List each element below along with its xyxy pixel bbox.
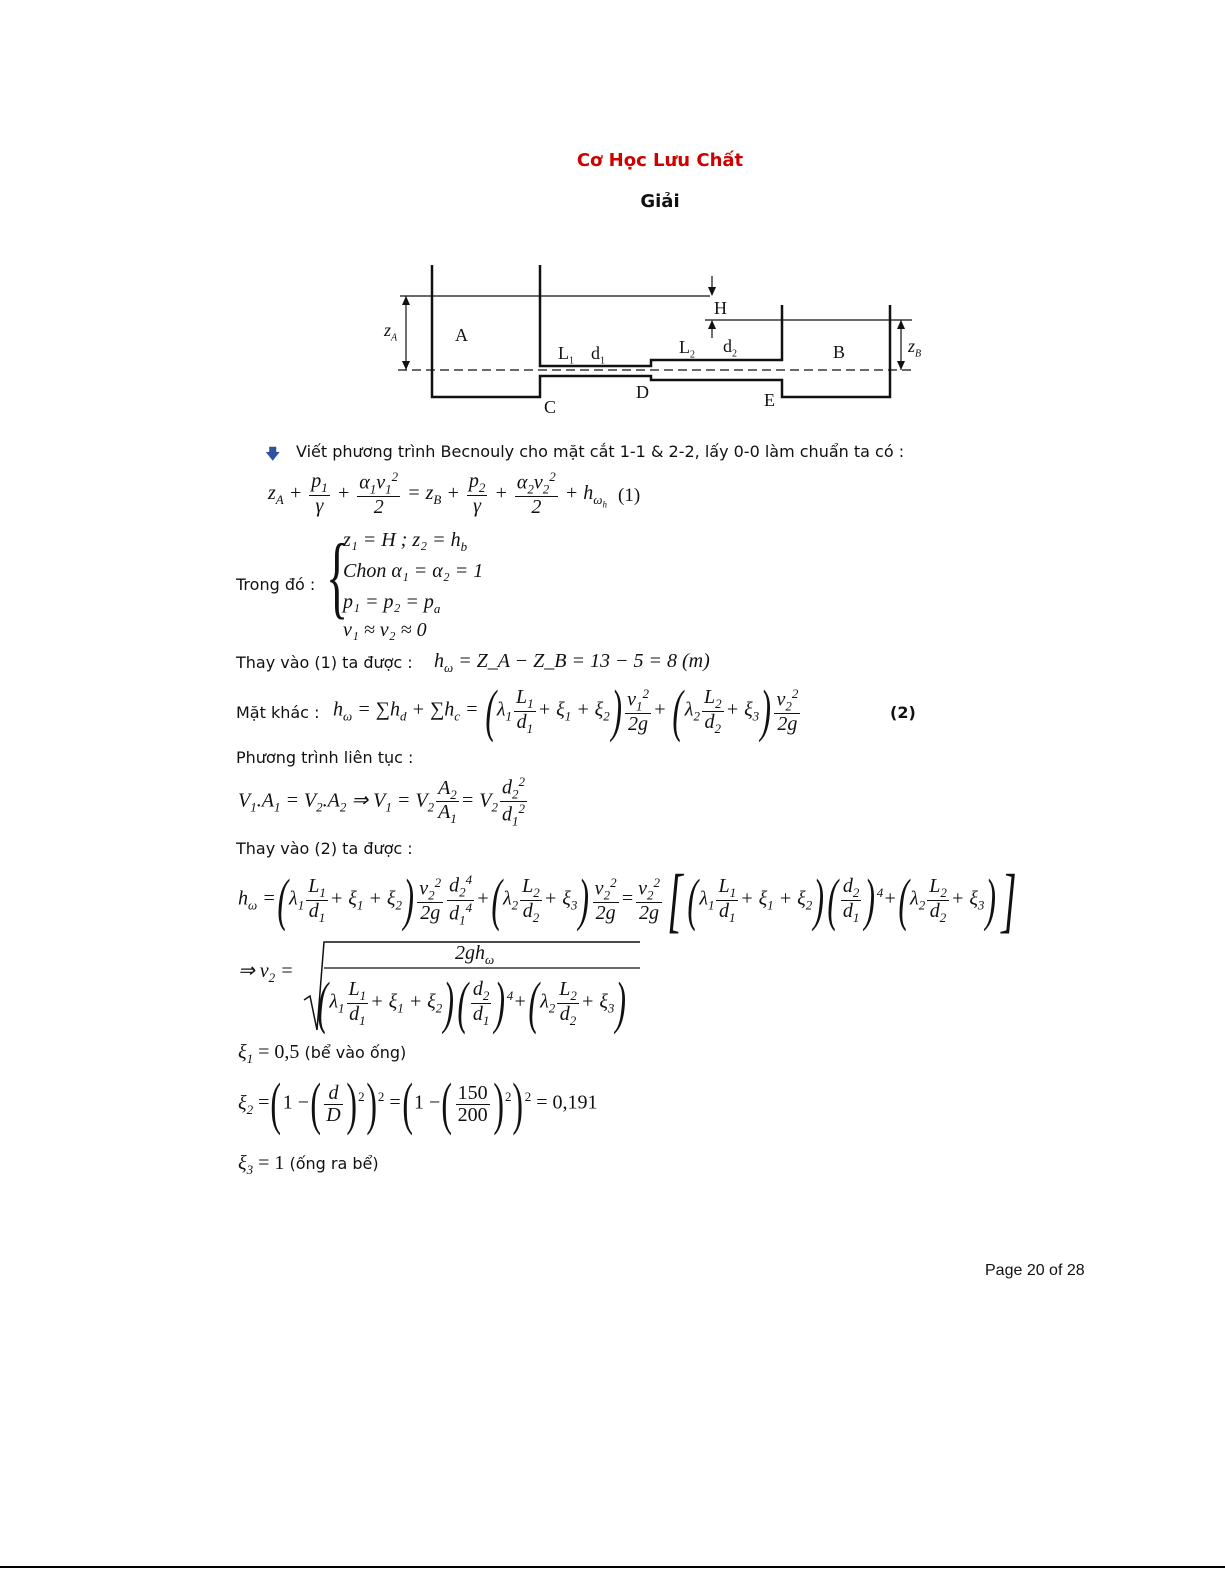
head-loss-result: $h_\omega$ = Z_A − Z_B = 13 − 5 = 8 (m) — [434, 650, 710, 675]
pipe-top-wall — [540, 265, 782, 366]
label-za: $z_A$ — [384, 320, 398, 344]
label-c: C — [544, 397, 557, 417]
xi3-line: $\xi_3 = 1$ (ống ra bể) — [238, 1152, 379, 1177]
xi2-line: $\xi_2 =(1$ −( $\frac{d}{D}$ )$^2$)$^2$ =(1 −( $\frac{150}{200}$ )$^2$)$^2$ = 0,191 — [238, 1071, 598, 1136]
condition-3: $p_1 = p_2 = p_a$ — [343, 591, 441, 616]
thay-vao-1-text: Thay vào (1) ta được : — [236, 653, 413, 672]
bernoulli-equation: $z_A$ + $\frac{p_1}{\gamma}$ + $\frac{\alpha_1v_1^2}{2}$ = $z_B$ + $\frac{p_2}{\gamma}$ + $\frac{\alpha_2v_2^2}{2}$ + $h_{\omega_h}$ — [268, 469, 607, 519]
sqrt-numerator: $2gh_\omega$ — [455, 942, 495, 967]
section-title: Giải — [640, 191, 680, 212]
tank-pipe-diagram — [0, 0, 1225, 440]
trong-do-label: Trong đó : — [236, 575, 316, 594]
condition-1: z₁ = H ; $z_2 = h_b$ — [343, 529, 468, 554]
continuity-equation: $V_1.A_1 = V_2.A_2$ ⇒ $V_1 = V_2$ $\frac{A_2}{A_1}$ = $V_2$ $\frac{d_2^2}{d_1^2}$ — [238, 774, 526, 829]
label-d1: $d_1$ — [591, 343, 605, 367]
bottom-border — [0, 1566, 1225, 1568]
xi1-line: $\xi_1 = 0,5$ (bể vào ống) — [238, 1041, 407, 1066]
brace: { — [326, 525, 349, 627]
label-d: D — [636, 382, 649, 402]
mat-khac-text: Mặt khác : — [236, 703, 320, 722]
label-e: E — [764, 390, 775, 410]
condition-2: Chon α₁ = α₂ = 1 — [343, 560, 484, 582]
intro-text: Viết phương trình Becnouly cho mặt cắt 1-1 & 2-2, lấy 0-0 làm chuẩn ta có : — [296, 442, 905, 461]
arrow-down-icon: 🡇 — [265, 445, 281, 463]
head-loss-equation: $h_\omega = \sum h_d + \sum h_c = (\lambda_1$ $\frac{L_1}{d_1}$ + $\xi_1 + \xi_2$) $\frac{v_1^2}{2g}$ + ($\lambda_2$ $\frac{L_2}{d_2}$ + $\xi_3$) $\frac{v_2^2}{2g}$ — [333, 678, 799, 743]
page-title: Cơ Học Lưu Chất — [576, 150, 744, 171]
substituted-equation: $h_\omega =(\lambda_1$ $\frac{L_1}{d_1}$ + $\xi_1 + \xi_2$) $\frac{v_2^2}{2g}$ $\frac{d_2^4}{d_1^4}$ $+(\lambda_2$ $\frac{L_2}{d_2}$ + $\xi_3$) $\frac{v_2^2}{2g}$ = $\frac{v_2^2}{2g}$ [($\lambda_1$ $\frac{L_1}{d_1}$ + $\xi_1 + \xi_2$)( $\frac{d_2}{d_1}$ )$^4+(\lambda_2$ $\frac{L_2}{d_2}$ + $\xi_3$)] — [238, 860, 1017, 940]
label-h: H — [714, 298, 727, 318]
label-zb: $z_B$ — [908, 336, 922, 360]
label-tank-b: B — [833, 342, 846, 362]
equation-tag-1: (1) — [618, 485, 641, 506]
v2-label: ⇒ $v_2$ = — [238, 960, 294, 985]
equation-tag-2: (2) — [890, 703, 916, 722]
continuity-text: Phương trình liên tục : — [236, 748, 414, 767]
sqrt-denominator: ($\lambda_1$ $\frac{L_1}{d_1}$ + $\xi_1 + \xi_2$)( $\frac{d_2}{d_1}$ )$^4+(\lambda_2$ $\frac{L_2}{d_2}$ + $\xi_3$) — [317, 970, 627, 1035]
thay-vao-2-text: Thay vào (2) ta được : — [236, 839, 413, 858]
label-l1: $L_1$ — [558, 343, 574, 367]
condition-4: v₁ ≈ v₂ ≈ 0 — [343, 619, 427, 641]
label-d2: $d_2$ — [723, 336, 737, 360]
label-l2: $L_2$ — [679, 337, 695, 361]
label-tank-a: A — [455, 325, 468, 345]
tank-a-wall — [432, 265, 890, 397]
page-number: Page 20 of 28 — [985, 1262, 1085, 1279]
